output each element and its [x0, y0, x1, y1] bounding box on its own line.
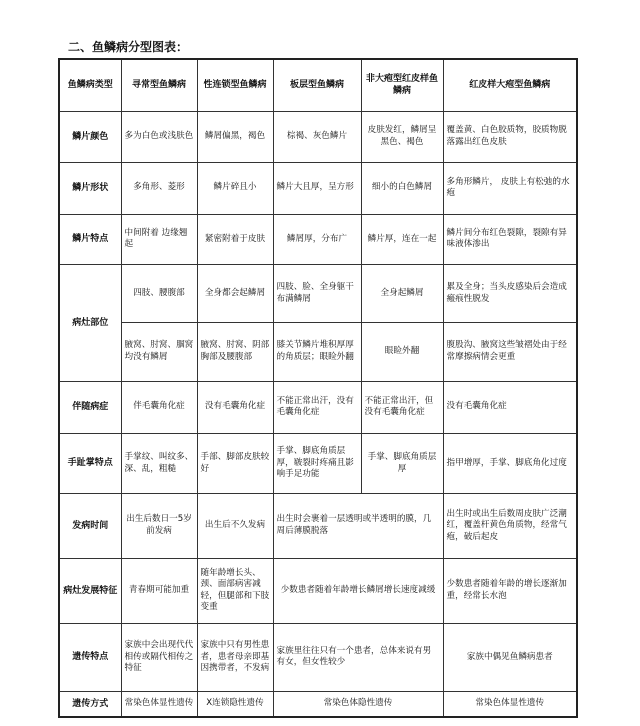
table-cell: 青春期可能加重 — [121, 558, 197, 623]
table-cell: 家族里往往只有一个患者，总体来说有男有女，但女性较少 — [273, 623, 443, 692]
table-cell: 没有毛囊角化症 — [443, 381, 577, 433]
header-x-linked: 性连锁型鱼鳞病 — [197, 59, 273, 111]
table-cell: 常染色体显性遗传 — [121, 692, 197, 717]
table-cell: 随年龄增长头、颈、面部病害减轻，但腿部和下肢变重 — [197, 558, 273, 623]
table-cell: 全身都会起鳞屑 — [197, 264, 273, 322]
table-cell: 手掌纹、叫纹多、深、乱，粗糙 — [121, 433, 197, 493]
table-cell: 腋窝、肘窝、阴部胸部及腰腹部 — [197, 323, 273, 381]
table-cell: 眼睑外翻 — [361, 323, 443, 381]
row-label: 鳞片形状 — [59, 162, 121, 214]
header-non-bullous: 非大疱型红皮样鱼鳞病 — [361, 59, 443, 111]
table-cell: 膝关节鳞片堆积厚厚的角质层；眼睑外翻 — [273, 323, 361, 381]
table-cell: 四肢、腰腹部 — [121, 264, 197, 322]
row-label: 病灶部位 — [59, 264, 121, 381]
table-row-heredity — [59, 623, 577, 692]
table-cell: 手掌、脚底角质层厚，皲裂时疼痛且影响手足功能 — [273, 433, 361, 493]
table-cell: 覆盖黄、白色胶质物，胶质物脱落露出红色皮肤 — [443, 111, 577, 162]
table-cell: 鳞片厚，连在一起 — [361, 214, 443, 264]
table-cell: 累及全身；当头皮感染后会造成瘢痕性脱发 — [443, 264, 577, 322]
table-cell: 中间附着 边缘翘起 — [121, 214, 197, 264]
table-cell: 伴毛囊角化症 — [121, 381, 197, 433]
table-cell: 鳞片间分布红色裂隙，裂隙有异味液体渗出 — [443, 214, 577, 264]
table-row-feature — [59, 214, 577, 264]
row-label: 鳞片特点 — [59, 214, 121, 264]
header-vulgaris: 寻常型鱼鳞病 — [121, 59, 197, 111]
table-cell: 家族中会出现代代相传或隔代相传之特征 — [121, 623, 197, 692]
table-cell: 出生时会裹着一层透明或半透明的膜，几周后薄膜脱落 — [273, 494, 443, 559]
table-cell: 出生后数日一5岁前发病 — [121, 494, 197, 559]
table-cell: 家族中只有男性患者，患者母亲即基因携带者，不发病 — [197, 623, 273, 692]
row-label: 遗传方式 — [59, 692, 121, 717]
table-cell: 家族中偶见鱼鳞病患者 — [443, 623, 577, 692]
table-header-row — [59, 59, 577, 111]
table-cell: 皮肤发红，鳞屑呈黑色、褐色 — [361, 111, 443, 162]
table-cell: 紧密附着于皮肤 — [197, 214, 273, 264]
table-cell: 多为白色或浅肤色 — [121, 111, 197, 162]
table-cell: 不能正常出汗，但没有毛囊角化症 — [361, 381, 443, 433]
table-cell: 手部、脚部皮肤较好 — [197, 433, 273, 493]
table-cell: 棕褐、灰色鳞片 — [273, 111, 361, 162]
table-cell: 手掌、脚底角质层厚 — [361, 433, 443, 493]
table-cell: 鳞片碎且小 — [197, 162, 273, 214]
row-label: 病灶发展特征 — [59, 558, 121, 623]
table-cell: 四肢、脸、全身躯干布满鳞屑 — [273, 264, 361, 322]
table-cell: 鳞片大且厚，呈方形 — [273, 162, 361, 214]
header-bullous: 红皮样大疱型鱼鳞病 — [443, 59, 577, 111]
row-label: 伴随病症 — [59, 381, 121, 433]
table-cell: 少数患者随着年龄的增长逐渐加重，经常长水泡 — [443, 558, 577, 623]
table-row-development — [59, 558, 577, 623]
table-cell: 不能正常出汗，没有毛囊角化症 — [273, 381, 361, 433]
table-cell: 腋窝、肘窝、腘窝均没有鳞屑 — [121, 323, 197, 381]
table-cell: 多角形、菱形 — [121, 162, 197, 214]
table-row-location-2 — [59, 323, 577, 381]
table-cell: 出生后不久发病 — [197, 494, 273, 559]
table-cell: 常染色体隐性遗传 — [273, 692, 443, 717]
table-cell: 鳞屑厚，分布广 — [273, 214, 361, 264]
row-label: 鳞片颜色 — [59, 111, 121, 162]
table-cell: 少数患者随着年龄增长鳞屑增长速度减缓 — [273, 558, 443, 623]
row-label: 发病时间 — [59, 494, 121, 559]
page-heading: 二、鱼鳞病分型图表： — [68, 40, 189, 54]
table-cell: X连锁隐性遗传 — [197, 692, 273, 717]
table-row-mode — [59, 692, 577, 717]
table-row-disease — [59, 381, 577, 433]
table-row-color — [59, 111, 577, 162]
table-cell: 常染色体显性遗传 — [443, 692, 577, 717]
table-cell: 指甲增厚，手掌、脚底角化过度 — [443, 433, 577, 493]
header-lamellar: 板层型鱼鳞病 — [273, 59, 361, 111]
table-row-location-1 — [59, 264, 577, 322]
table-row-onset — [59, 494, 577, 559]
row-label: 手趾掌特点 — [59, 433, 121, 493]
header-type: 鱼鳞病类型 — [59, 59, 121, 111]
table-row-shape — [59, 162, 577, 214]
table-cell: 出生时或出生后数周皮肤广泛潮红，覆盖杆黄色角质物，经常气疱，破后起皮 — [443, 494, 577, 559]
table-cell: 鳞屑偏黑，褐色 — [197, 111, 273, 162]
table-cell: 多角形鳞片， 皮肤上有松弛的水疱 — [443, 162, 577, 214]
ichthyosis-type-table — [58, 58, 578, 718]
table-cell: 没有毛囊角化症 — [197, 381, 273, 433]
table-row-hands — [59, 433, 577, 493]
table-cell: 腹股沟、腋窝这些皱褶处由于经常摩擦病情会更重 — [443, 323, 577, 381]
table-cell: 全身起鳞屑 — [361, 264, 443, 322]
table-cell: 细小的白色鳞屑 — [361, 162, 443, 214]
row-label: 遗传特点 — [59, 623, 121, 692]
